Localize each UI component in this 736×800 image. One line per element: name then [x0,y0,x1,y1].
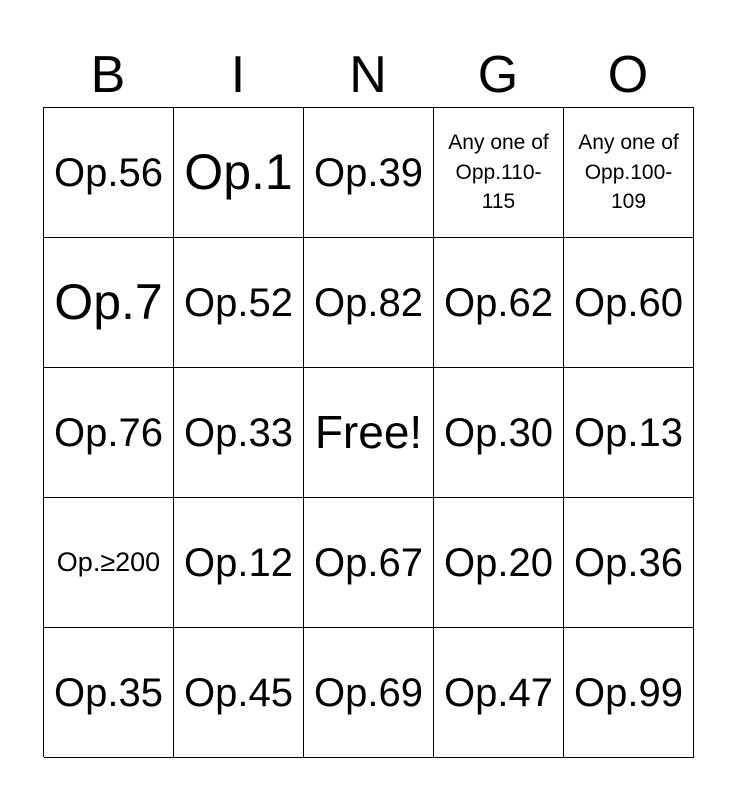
bingo-header [43,44,693,106]
bingo-cell[interactable]: Op.76 [44,368,174,498]
bingo-cell[interactable]: Op.45 [174,628,304,758]
free-space-cell[interactable]: Free! [304,368,434,498]
bingo-cell[interactable]: Op.56 [44,108,174,238]
bingo-cell[interactable]: Op.1 [174,108,304,238]
header-letter-o: O [607,46,649,104]
header-letter-n: N [349,46,387,104]
bingo-cell[interactable]: Op.≥200 [44,498,174,628]
bingo-cell[interactable]: Op.47 [434,628,564,758]
header-letter-g: G [477,46,519,104]
bingo-cell[interactable]: Op.67 [304,498,434,628]
bingo-cell[interactable]: Op.12 [174,498,304,628]
bingo-cell[interactable]: Op.30 [434,368,564,498]
header-letter-b: B [90,46,126,104]
bingo-cell[interactable]: Op.60 [564,238,694,368]
bingo-cell[interactable]: Any one of Opp.110-115 [434,108,564,238]
bingo-cell[interactable]: Op.39 [304,108,434,238]
bingo-board [43,107,694,757]
header-letter-i: I [230,46,246,104]
bingo-cell[interactable]: Op.99 [564,628,694,758]
bingo-cell[interactable]: Any one of Opp.100-109 [564,108,694,238]
bingo-cell[interactable]: Op.69 [304,628,434,758]
bingo-cell[interactable]: Op.36 [564,498,694,628]
bingo-cell[interactable]: Op.82 [304,238,434,368]
bingo-cell[interactable]: Op.7 [44,238,174,368]
bingo-cell[interactable]: Op.33 [174,368,304,498]
bingo-cell[interactable]: Op.62 [434,238,564,368]
bingo-cell[interactable]: Op.20 [434,498,564,628]
bingo-cell[interactable]: Op.13 [564,368,694,498]
bingo-cell[interactable]: Op.52 [174,238,304,368]
bingo-cell[interactable]: Op.35 [44,628,174,758]
